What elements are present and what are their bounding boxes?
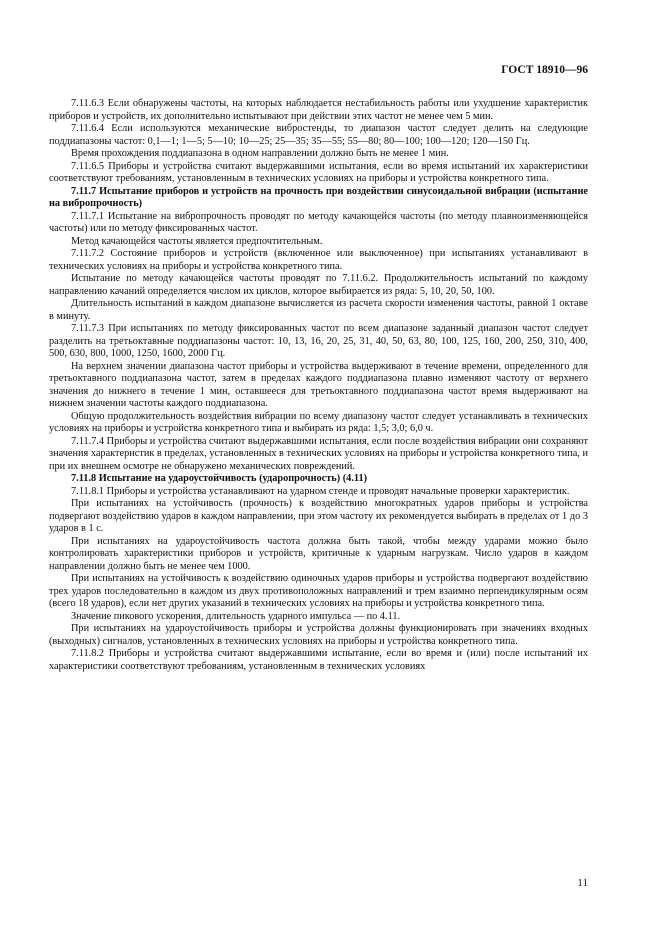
paragraph-shock-frequency: При испытаниях на удароустойчивость частота должна быть такой, чтобы между ударами можно было контролировать характеристики приборов и устройств, критичные к ударным нагрузкам. Число ударов в каждом направлении должно быть не менее чем 1000. [49, 535, 588, 572]
paragraph-7-11-6-3: 7.11.6.3 Если обнаружены частоты, на которых наблюдается нестабильность работы или ухудшение характеристик приборов и устройств, их дополнительно испытывают при действии этих частот не менее чем 5 мин. [49, 98, 588, 122]
paragraph-7-11-8-2: 7.11.8.2 Приборы и устройства считают выдержавшими испытание, если во время и (или) после испытаний их характеристики соответствуют требованиям, установленным в технических условиях [49, 648, 588, 672]
paragraph-7-11-7-4: 7.11.7.4 Приборы и устройства считают выдержавшими испытания, если после воздействия вибрации они сохраняют значения характеристик в пределах, установленных в технических условиях на приборы и устройства конкретного типа, и при их внешнем осмотре не обнаружено механических повреждений. [49, 435, 588, 472]
paragraph-single-shocks: При испытаниях на устойчивость к воздействию одиночных ударов приборы и устройства подвергают воздействию трех ударов последовательно в каждом из двух противоположных направлений и трем взаимно перпендикулярным осям (всего 18 ударов), если нет других указаний в технических условиях на приборы и устройства конкретного типа. [49, 573, 588, 609]
page-number: 11 [577, 877, 588, 889]
paragraph-7-11-7-1: 7.11.7.1 Испытание на вибропрочность проводят по методу качающейся частоты (по методу плавноизменяющейся частоты) или по методу фиксированных частот. [49, 210, 588, 234]
paragraph-functioning: При испытаниях на удароустойчивость приборы и устройства должны функционировать при значениях входных (выходных) сигналов, установленных в технических условиях на приборы и устройства конкретного типа. [49, 623, 588, 647]
paragraph-7-11-6-5: 7.11.6.5 Приборы и устройства считают выдержавшими испытания, если во время испытаний их характеристики соответствуют требованиям, установленным в технических условиях на приборы и устройства конкретного типа. [49, 160, 588, 184]
document-body [49, 98, 588, 673]
paragraph-multiple-shocks: При испытаниях на устойчивость (прочность) к воздействию многократных ударов приборы и устройства подвергают воздействию ударов в каждом направлении, при этом частоту их рекомендуется выбирать в пределах от 1 до 3 ударов в 1 с. [49, 498, 588, 534]
paragraph-peak-acceleration: Значение пикового ускорения, длительность ударного импульса — по 4.11. [71, 610, 401, 622]
paragraph-test-duration: Длительность испытаний в каждом диапазоне вычисляется из расчета скорости изменения частоты, равной 1 октаве в минуту. [49, 298, 588, 322]
paragraph-total-duration: Общую продолжительность воздействия вибрации по всему диапазону частот следует устанавливать в технических условиях на приборы и устройства конкретного типа и выбирать из ряда: 1,5; 3,0; 6,0 ч. [49, 410, 588, 434]
paragraph-preferred-method: Метод качающейся частоты является предпочтительным. [71, 235, 323, 247]
paragraph-upper-frequency: На верхнем значении диапазона частот приборы и устройства выдерживают в течение времени, определенного для третьоктавного поддиапазона частот, затем в пределах каждого поддиапазона плавно изменяют частоту от верхнего значения до нижнего в течение 1 мин, оставшееся для третьоктавного поддиапазона частот время выдерживают на нижнем значении частоты каждого поддиапазона. [49, 360, 588, 409]
section-heading-7-11-7: 7.11.7 Испытание приборов и устройств на прочность при воздействии синусоидальной вибрации (испытание на вибропрочность) [49, 185, 588, 209]
paragraph-7-11-7-2: 7.11.7.2 Состояние приборов и устройств (включенное или выключенное) при испытаниях устанавливают в технических условиях на приборы и устройства конкретного типа. [49, 248, 588, 272]
paragraph-sweep-method: Испытание по методу качающейся частоты проводят по 7.11.6.2. Продолжительность испытаний по каждому направлению качаний определяется числом их циклов, которое выбирается из ряда: 5, 10, 20, 50, 100. [49, 273, 588, 297]
paragraph-7-11-7-3: 7.11.7.3 При испытаниях по методу фиксированных частот по всем диапазоне заданный диапазон частот следует разделить на третьоктавные поддиапазоны частот: 10, 13, 16, 20, 25, 31, 40, 50, 63, 80, 100, 125, 160, 200, 250, 310, 400, 500, 630, 800, 1000, 1250, 1600, 2000 Гц. [49, 323, 588, 359]
paragraph-7-11-8-1: 7.11.8.1 Приборы и устройства устанавливают на ударном стенде и проводят начальные проверки характеристик. [71, 485, 570, 497]
section-heading-7-11-8: 7.11.8 Испытание на удароустойчивость (ударопрочность) (4.11) [71, 473, 368, 484]
paragraph-subrange-time: Время прохождения поддиапазона в одном направлении должно быть не менее 1 мин. [71, 148, 449, 159]
document-code: ГОСТ 18910—96 [501, 64, 588, 76]
paragraph-7-11-6-4: 7.11.6.4 Если используются механические вибростенды, то диапазон частот следует делить на следующие поддиапазоны частот: 0,1—1; 1—5; 5—10; 10—25; 25—35; 35—55; 55—80; 80—100; 100—120; 120—150 Гц. [49, 123, 588, 147]
